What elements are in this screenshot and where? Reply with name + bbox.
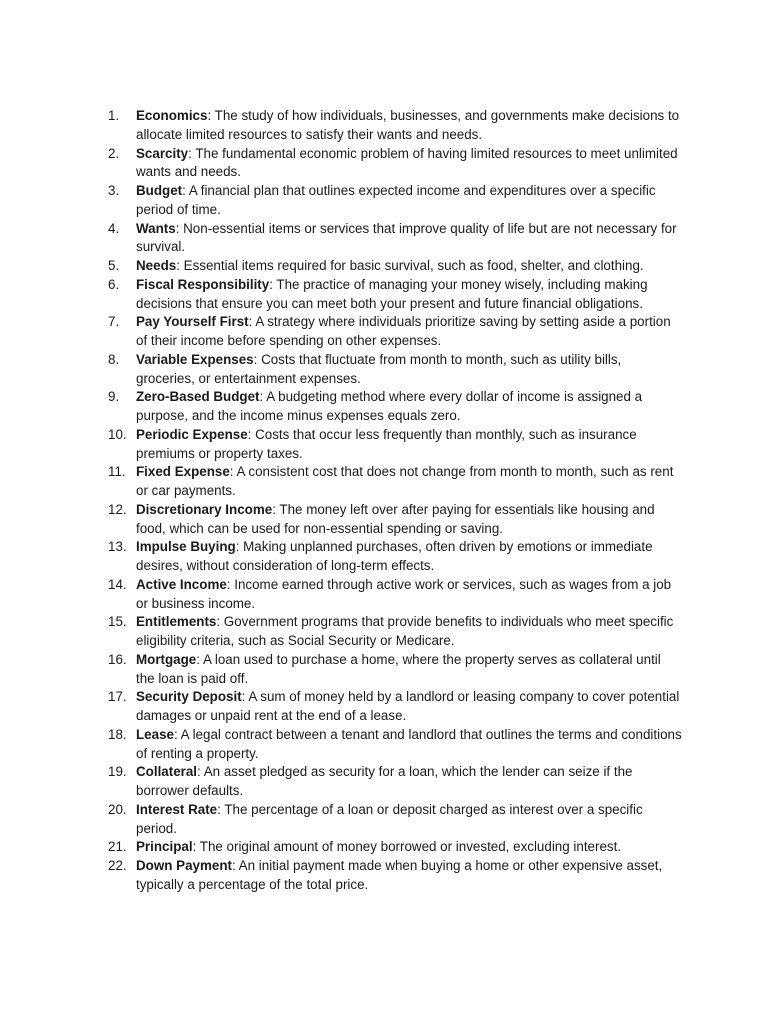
item-number: 12. xyxy=(108,501,127,517)
list-item xyxy=(108,651,683,689)
item-number: 18. xyxy=(108,726,127,742)
item-definition: : The percentage of a loan or deposit charged as interest over a specific period. xyxy=(136,801,643,836)
list-item xyxy=(108,463,683,501)
item-term: Active Income xyxy=(136,576,227,592)
item-definition: : Essential items required for basic survival, such as food, shelter, and clothing. xyxy=(176,258,644,273)
item-definition: : A sum of money held by a landlord or leasing company to cover potential damages or unpaid rent at the end of a lease. xyxy=(136,689,680,723)
list-item xyxy=(108,688,683,726)
item-definition: : Costs that occur less frequently than monthly, such as insurance premiums or property taxes. xyxy=(136,426,637,461)
item-definition: : The original amount of money borrowed or invested, excluding interest. xyxy=(192,839,622,855)
list-item xyxy=(108,538,683,576)
list-item xyxy=(108,857,683,895)
item-term: Scarcity xyxy=(136,145,189,161)
list-item xyxy=(108,182,683,220)
item-number: 10. xyxy=(108,426,127,442)
list-item xyxy=(108,107,683,145)
item-number: 14. xyxy=(108,576,127,592)
item-term: Lease xyxy=(136,726,174,742)
list-item xyxy=(108,613,683,651)
list-item xyxy=(108,426,683,464)
item-term: Periodic Expense xyxy=(136,426,248,442)
item-term: Mortgage xyxy=(136,651,197,667)
item-number: 15. xyxy=(108,614,127,630)
item-term: Zero-Based Budget xyxy=(136,389,260,405)
item-number: 5. xyxy=(108,258,120,273)
list-item xyxy=(108,145,683,183)
list-item xyxy=(108,726,683,764)
item-definition: : A strategy where individuals prioritize saving by setting aside a portion of their income before spending on other expenses. xyxy=(136,314,671,348)
item-definition: : Income earned through active work or services, such as wages from a job or business income. xyxy=(136,576,672,611)
item-number: 21. xyxy=(108,839,127,855)
item-term: Fiscal Responsibility xyxy=(136,276,270,292)
item-term: Principal xyxy=(136,839,193,855)
item-term: Needs xyxy=(136,258,177,273)
item-number: 6. xyxy=(108,276,120,292)
item-definition: : A legal contract between a tenant and landlord that outlines the terms and conditions of renting a property. xyxy=(136,726,682,761)
item-number: 13. xyxy=(108,539,127,555)
item-term: Security Deposit xyxy=(136,689,242,705)
item-definition: : A loan used to purchase a home, where the property serves as collateral until the loan is paid off. xyxy=(136,651,661,686)
list-item xyxy=(108,313,683,351)
item-definition: : Non-essential items or services that improve quality of life but are not necessary for survival. xyxy=(136,220,677,255)
glossary-list xyxy=(108,107,683,895)
item-term: Down Payment xyxy=(136,858,232,873)
item-term: Pay Yourself First xyxy=(136,314,249,330)
item-term: Economics xyxy=(136,108,208,123)
item-number: 3. xyxy=(108,183,120,198)
item-definition: : A budgeting method where every dollar of income is assigned a purpose, and the income minus expenses equals zero. xyxy=(136,389,643,423)
item-definition: : An asset pledged as security for a loan, which the lender can seize if the borrower defaults. xyxy=(136,764,633,798)
item-number: 4. xyxy=(108,220,120,236)
item-term: Wants xyxy=(136,220,176,236)
item-definition: : A consistent cost that does not change from month to month, such as rent or car payments. xyxy=(136,464,674,498)
item-number: 2. xyxy=(108,145,120,161)
item-number: 17. xyxy=(108,689,127,705)
item-definition: : An initial payment made when buying a home or other expensive asset, typically a percentage of the total price. xyxy=(136,858,663,892)
item-term: Fixed Expense xyxy=(136,464,230,480)
item-number: 8. xyxy=(108,351,120,367)
list-item xyxy=(108,276,683,314)
item-term: Entitlements xyxy=(136,614,217,630)
item-term: Interest Rate xyxy=(136,801,218,817)
item-term: Impulse Buying xyxy=(136,539,236,555)
list-item xyxy=(108,220,683,258)
list-item xyxy=(108,351,683,389)
item-number: 1. xyxy=(108,108,120,123)
item-number: 19. xyxy=(108,764,127,780)
item-term: Variable Expenses xyxy=(136,351,254,367)
item-definition: : Costs that fluctuate from month to month, such as utility bills, groceries, or entertainment expenses. xyxy=(136,351,622,386)
list-item xyxy=(108,801,683,839)
item-term: Discretionary Income xyxy=(136,501,273,517)
item-number: 20. xyxy=(108,801,127,817)
list-item xyxy=(108,838,683,857)
item-definition: : Making unplanned purchases, often driven by emotions or immediate desires, without consideration of long-term effects. xyxy=(136,539,653,573)
list-item xyxy=(108,576,683,614)
item-number: 9. xyxy=(108,389,120,405)
list-item xyxy=(108,388,683,426)
item-term: Budget xyxy=(136,183,183,198)
item-definition: : The practice of managing your money wisely, including making decisions that ensure you can meet both your present and future financial obligations. xyxy=(136,276,648,311)
item-definition: : Government programs that provide benefits to individuals who meet specific eligibility criteria, such as Social Security or Medicare. xyxy=(136,614,674,648)
item-definition: : The money left over after paying for essentials like housing and food, which can be used for non-essential spending or saving. xyxy=(136,501,655,536)
list-item xyxy=(108,763,683,801)
list-item xyxy=(108,501,683,539)
item-number: 22. xyxy=(108,858,127,873)
item-number: 16. xyxy=(108,651,127,667)
item-definition: : The fundamental economic problem of having limited resources to meet unlimited wants and needs. xyxy=(136,145,678,180)
item-definition: : A financial plan that outlines expected income and expenditures over a specific period of time. xyxy=(136,183,656,217)
list-item xyxy=(108,257,683,276)
item-definition: : The study of how individuals, businesses, and governments make decisions to allocate limited resources to satisfy their wants and needs. xyxy=(136,108,680,142)
item-term: Collateral xyxy=(136,764,198,780)
item-number: 7. xyxy=(108,314,120,330)
item-number: 11. xyxy=(108,464,126,480)
